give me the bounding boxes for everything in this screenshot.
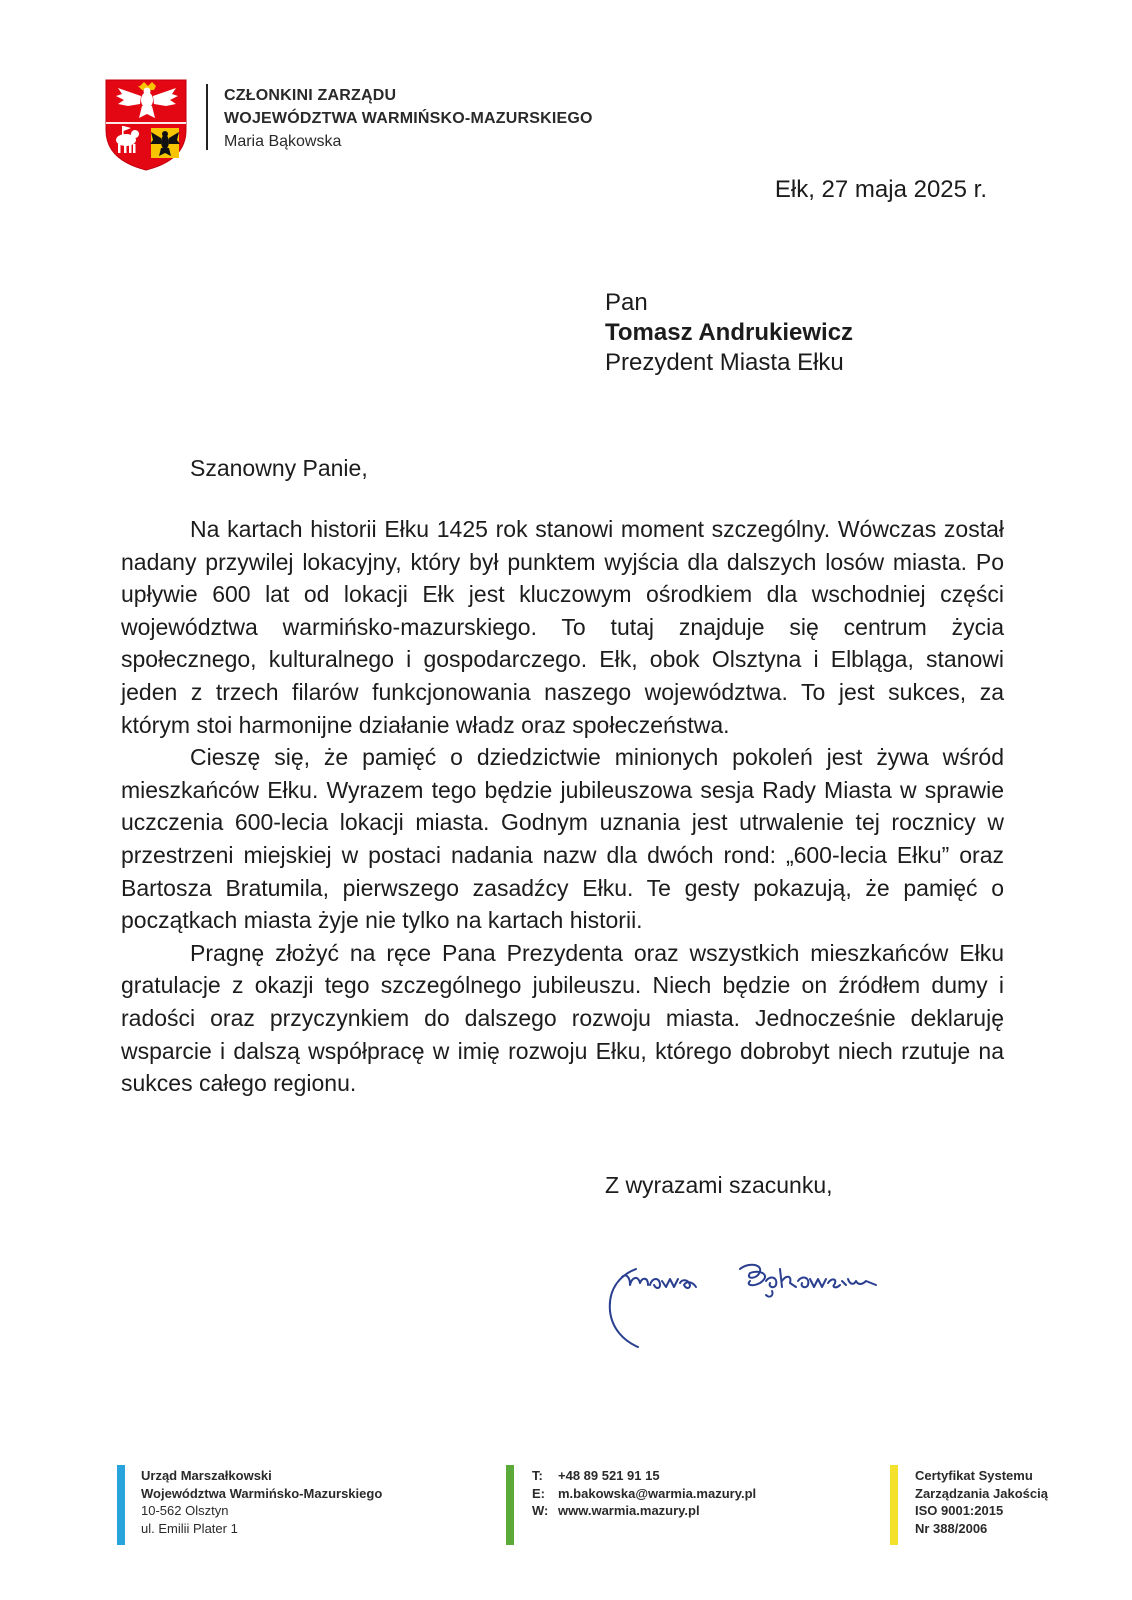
letterhead: [224, 84, 593, 153]
footer-website-link[interactable]: www.warmia.mazury.pl: [558, 1503, 700, 1518]
footer-email-link[interactable]: m.bakowska@warmia.mazury.pl: [558, 1485, 757, 1501]
body-paragraph: Na kartach historii Ełku 1425 rok stanowi moment szczególny. Wówczas został nadany przywilej lokacyjny, który był punktem wyjścia dla dalszych losów miasta. Po upływie 600 lat od lokacji Ełk jest kluczowym ośrodkiem dla wschodniej części województwa warmińsko-mazurskiego. To tutaj znajduje się centrum życia społecznego, kulturalnego i gospodarczego. Ełk, obok Olsztyna i Elbląga, stanowi jeden z trzech filarów funkcjonowania naszego województwa. To jest sukces, za którym stoi harmonijne działanie władz oraz społeczeństwa.: [121, 516, 1004, 738]
letter-body: [121, 513, 1004, 1100]
recipient-prefix: Pan: [605, 289, 648, 316]
handwritten-signature: [600, 1255, 920, 1355]
footer-phone-row: [532, 1467, 756, 1485]
footer-accent-bar-green: [506, 1465, 514, 1545]
footer-email-row: [532, 1485, 756, 1503]
footer-web-row: [532, 1502, 756, 1520]
footer-contact: [532, 1467, 756, 1520]
footer-certificate-line: ISO 9001:2015: [915, 1503, 1004, 1518]
letterhead-title-line2: WOJEWÓDZTWA WARMIŃSKO-MAZURSKIEGO: [224, 110, 593, 127]
footer-email-label: E:: [532, 1485, 545, 1501]
footer-certificate: [915, 1467, 1048, 1537]
letter-date: Ełk, 27 maja 2025 r.: [774, 176, 987, 203]
footer-web-label: W:: [532, 1503, 549, 1518]
coat-of-arms-icon: [104, 78, 188, 172]
footer-certificate-line: Nr 388/2006: [915, 1520, 988, 1536]
letterhead-title-line1: CZŁONKINI ZARZĄDU: [224, 87, 397, 104]
letterhead-name: Maria Bąkowska: [224, 133, 342, 150]
footer-accent-bar-blue: [117, 1465, 125, 1545]
salutation: Szanowny Panie,: [190, 455, 368, 481]
footer-phone[interactable]: +48 89 521 91 15: [558, 1468, 660, 1483]
footer-phone-label: T:: [532, 1468, 543, 1483]
footer-address: [141, 1467, 382, 1537]
header-divider: [206, 84, 208, 150]
body-paragraph: Cieszę się, że pamięć o dziedzictwie minionych pokoleń jest żywa wśród mieszkańców Ełku. Wyrazem tego będzie jubileuszowa sesja Rady Miasta w sprawie uczczenia 600-lecia lokacji miasta. Godnym uznania jest utrwalenie tej rocznicy w przestrzeni miejskiej w postaci nadania nazw dla dwóch rond: „600-lecia Ełku” oraz Bartosza Bratumila, pierwszego zasadźcy Ełku. Te gesty pokazują, że pamięć o początkach miasta żyje nie tylko na kartach historii.: [121, 744, 1004, 934]
footer-certificate-line: Zarządzania Jakością: [915, 1485, 1048, 1501]
footer-address-line: 10-562 Olsztyn: [141, 1503, 229, 1518]
recipient-title: Prezydent Miasta Ełku: [605, 349, 844, 376]
closing: Z wyrazami szacunku,: [605, 1172, 833, 1198]
footer-certificate-line: Certyfikat Systemu: [915, 1468, 1033, 1483]
body-paragraph: Pragnę złożyć na ręce Pana Prezydenta oraz wszystkich mieszkańców Ełku gratulacje z okazji tego szczególnego jubileuszu. Niech będzie on źródłem dumy i radości oraz przyczynkiem do dalszego rozwoju miasta. Jednocześnie deklaruję wsparcie i dalszą współpracę w imię rozwoju Ełku, którego dobrobyt niech rzutuje na sukces całego regionu.: [121, 939, 1004, 1097]
footer-address-line: Województwa Warmińsko-Mazurskiego: [141, 1485, 383, 1501]
footer-address-line: ul. Emilii Plater 1: [141, 1520, 238, 1536]
footer-address-line: Urząd Marszałkowski: [141, 1468, 272, 1483]
recipient-name: Tomasz Andrukiewicz: [605, 319, 854, 346]
footer-accent-bar-yellow: [890, 1465, 898, 1545]
recipient-block: [605, 288, 853, 378]
